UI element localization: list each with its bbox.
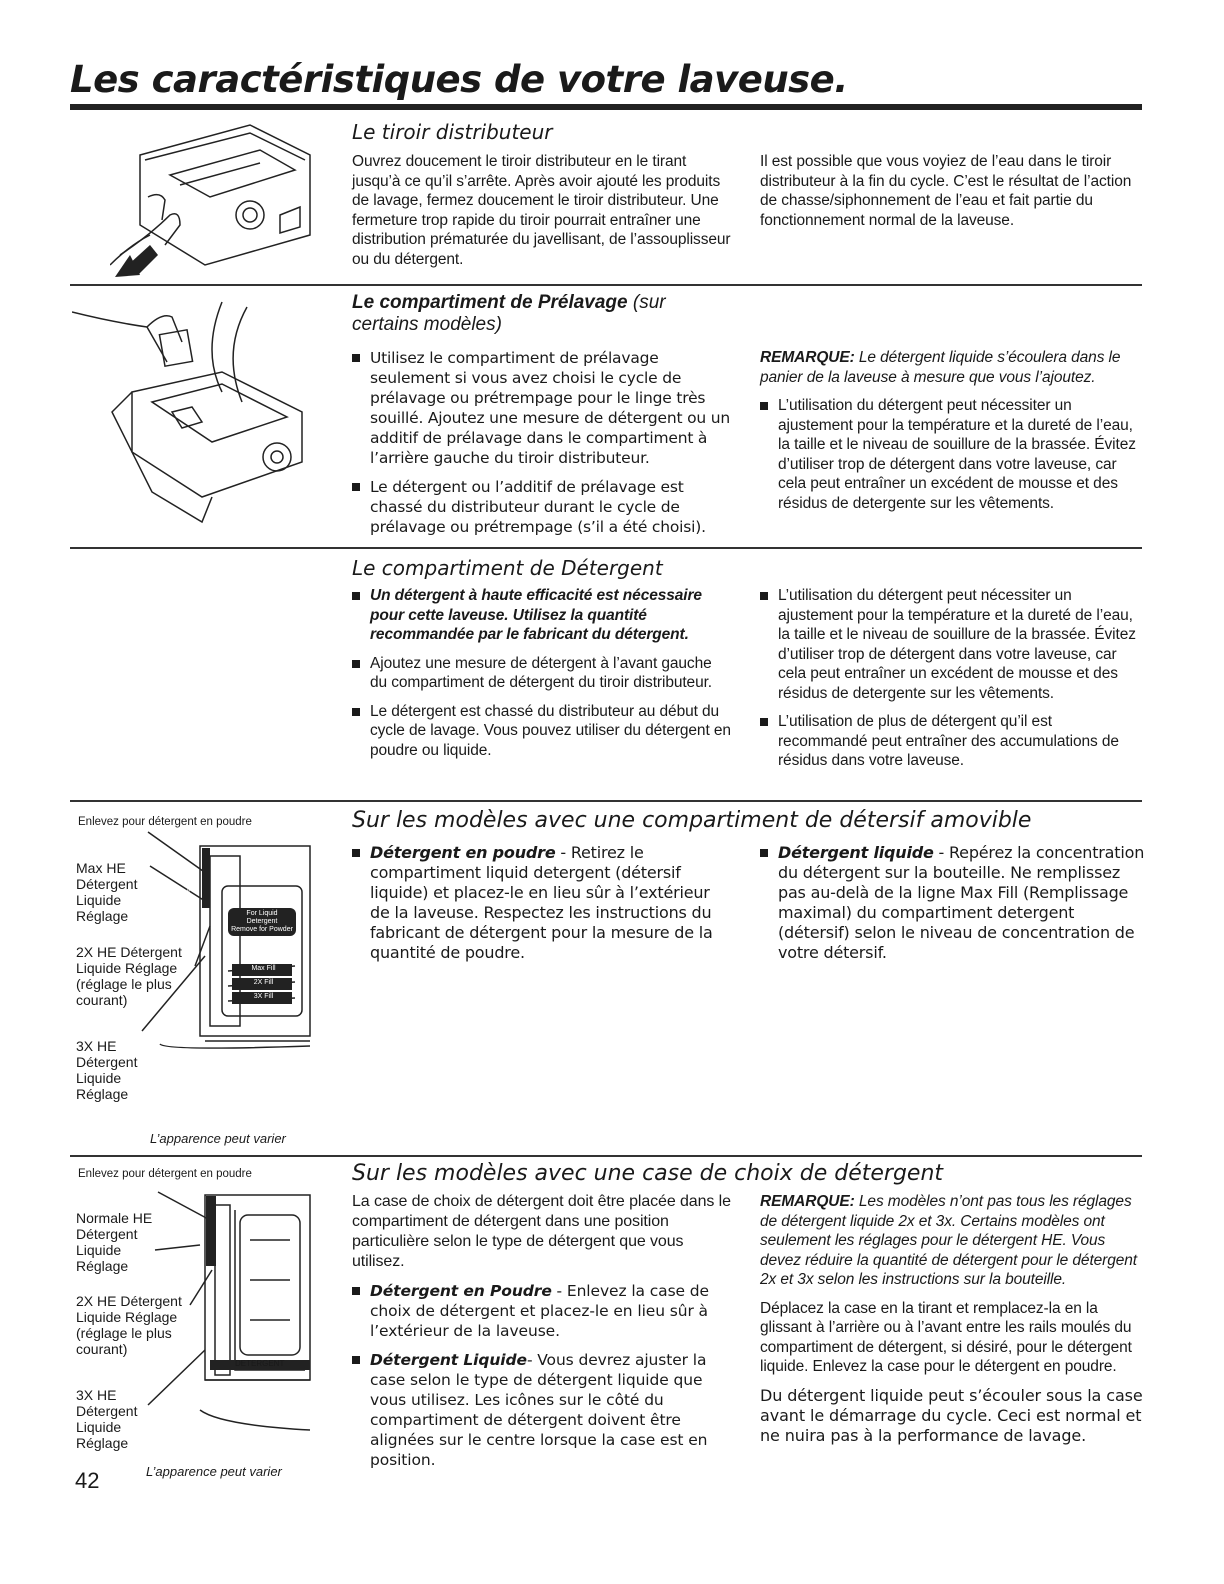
figure-label-max-he [76,860,137,924]
2x-fill-mark: 2X Fill [253,979,274,986]
box-note [760,1192,1145,1290]
label-line: Liquide [76,1419,122,1435]
list-item: L’utilisation de plus de détergent qu’il est recommandé peut entraîner des accumulations de résidus dans votre laveuse. [760,712,1140,771]
list-item: Le détergent est chassé du distributeur au début du cycle de lavage. Vous pouvez utiliser du détergent en poudre ou liquide. [352,702,732,761]
figure-caption: L’apparence peut varier [146,1464,282,1479]
label-line: Liquide [76,1242,122,1258]
dispenser-title: Le tiroir distributeur [352,120,553,144]
label-line: 3X HE [76,1038,117,1054]
list-item [352,1281,732,1341]
tag-line: For Liquid [246,910,278,917]
label-line: Normale HE [76,1210,153,1226]
dispenser-drawer-illustration [110,115,320,280]
prewash-title-rest: (sur certains modèles) [352,292,666,335]
label-line: Réglage [76,908,129,924]
item-head: Détergent liquide [778,843,934,862]
list-item: L’utilisation du détergent peut nécessiter un ajustement pour la température et la dureté de l’eau, la taille et le niveau de souillure de la brassée. Évitez d’utiliser trop de détergent dans votre laveuse, car cela peut entraîner un excédent de mousse et des résidus de detergente sur les vêtements. [760,396,1145,513]
section-rule [70,800,1142,802]
detergent-box-illustration [140,1180,315,1445]
label-line: Réglage [76,1435,129,1451]
item-text: - Retirez le compartiment liquid detergent (détersif liquide) et placez-le en lieu sûr à l’extérieur de la laveuse. Respectez les instructions du fabricant de détergent pour la mesure de la quantité de poudre. [370,843,713,962]
list-item: Le détergent ou l’additif de prélavage est chassé du distributeur durant le cycle de prélavage ou prétrempage (s’il a été choisi). [352,477,732,537]
dispenser-text-right: Il est possible que vous voyiez de l’eau dans le tiroir distributeur à la fin du cycle. C’est le résultat de l’action de chasse/siphonnement de l’eau et fait partie du fonctionnement normal de la laveuse. [760,153,1132,229]
tag-line: Detergent [246,918,278,925]
box-paragraph: Déplacez la case en la tirant et remplacez-la en la glissant à l’arrière ou à l’avant entre les rails moulés du compartiment de détergent, si désiré, pour le détergent liquide. Enlevez la case pour le détergent en poudre. [760,1299,1132,1375]
label-line: Détergent [76,1226,138,1242]
figure-label-3x-he [76,1038,137,1102]
label-line: Détergent [76,1054,138,1070]
label-line: Liquide [76,1070,122,1086]
box-paragraph: Du détergent liquide peut s’écouler sous la case avant le démarrage du cycle. Ceci est normal et ne nuira pas à la performance de lavage. [760,1385,1143,1445]
drawer-label: DETERGENT [235,1359,285,1368]
label-line: Liquide [76,892,122,908]
label-line: Réglage [76,1086,129,1102]
list-item: Un détergent à haute efficacité est nécessaire pour cette laveuse. Utilisez la quantité recommandée par le fabricant du détergent. [352,586,732,645]
figure-caption: L’apparence peut varier [150,1131,286,1146]
label-line: 3X HE [76,1387,117,1403]
item-head: Détergent Liquide [370,1351,527,1369]
prewash-right-column [760,348,1145,522]
list-item [352,1350,732,1470]
label-line: courant) [76,992,128,1008]
tag-line: Remove for Powder [231,926,293,933]
prewash-title-bold: Le compartiment de Prélavage [352,292,628,313]
note-label: REMARQUE: [760,1193,855,1210]
list-item: Utilisez le compartiment de prélavage seulement si vous avez choisi le cycle de prélavage ou prétrempage pour le linge très souillé. Ajoutez une mesure de détergent ou un additif de prélavage dans le compartiment à l’arrière gauche du tiroir distributeur. [352,348,732,468]
3x-fill-mark: 3X Fill [253,993,274,1000]
list-item: L’utilisation du détergent peut nécessiter un ajustement pour la température et la dureté de l’eau, la taille et le niveau de souillure de la brassée. Évitez d’utiliser trop de détergent dans votre laveuse, car cela peut entraîner un excédent de mousse et des résidus de detergente sur les vêtements. [760,586,1140,703]
detergent-title: Le compartiment de Détergent [352,556,663,580]
label-line: Réglage [76,1258,129,1274]
section-rule [70,284,1142,286]
detergent-bullets-right [760,586,1140,780]
prewash-title [352,292,732,336]
box-intro: La case de choix de détergent doit être placée dans le compartiment de détergent dans une position particulière selon le type de détergent que vous utilisez. [352,1193,731,1270]
dispenser-text-left: Ouvrez doucement le tiroir distributeur en le tirant jusqu’à ce qu’il s’arrête. Après avoir ajouté les produits de lavage, fermez doucement le tiroir distributeur. Une fermeture trop rapide du tiroir pourrait entraîner une distribution prématurée du javellisant, de l’assouplisseur ou du détergent. [352,153,731,268]
removable-title: Sur les modèles avec une compartiment de détersif amovible [352,808,1032,833]
note-label: REMARQUE: [760,349,855,366]
label-line: (réglage le plus [76,1325,172,1341]
item-head: Détergent en Poudre [370,1282,552,1300]
item-text: - Repérez la concentration du détergent sur la bouteille. Ne remplissez pas au-delà de la ligne Max Fill (Remplissage maximal) du compartiment detergent (détersif) selon le niveau de concentration de votre détersif. [778,843,1145,962]
removable-right [760,843,1145,972]
removable-compartment-illustration [140,826,315,1051]
label-line: Détergent [76,876,138,892]
box-title: Sur les modèles avec une case de choix de détergent [352,1161,944,1186]
removable-left [352,843,732,972]
section-rule [70,1155,1142,1157]
title-rule [70,104,1142,110]
figure-label-3x-he [76,1387,137,1451]
figure-top-label: Enlevez pour détergent en poudre [78,816,252,828]
label-line: (réglage le plus [76,976,172,992]
page-number: 42 [75,1468,100,1493]
label-line: 2X HE Détergent [76,1293,182,1309]
item-head: Détergent en poudre [370,843,556,862]
compartment-tag [231,910,293,934]
page-title: Les caractéristiques de votre laveuse. [70,58,848,101]
list-item [760,843,1145,963]
figure-top-label: Enlevez pour détergent en poudre [78,1168,252,1180]
label-line: Détergent [76,1403,138,1419]
label-line: Liquide Réglage [76,960,178,976]
label-line: Liquide Réglage [76,1309,178,1325]
prewash-bullets-left [352,348,732,546]
prewash-note [760,348,1145,387]
section-rule [70,547,1142,549]
detergent-bullets-left [352,586,732,769]
label-line: Max HE [76,860,126,876]
item-text: - Vous devrez ajuster la case selon le type de détergent liquide que vous utilisez. Les icônes sur le côté du compartiment de détergent doivent être alignées sur le centre lorsque la case est en position. [370,1351,708,1469]
box-left-column [352,1192,732,1479]
label-line: 2X HE Détergent [76,944,182,960]
prewash-side-label: PREWASH [186,870,192,901]
note-text: Le détergent liquide s’écoulera dans le panier de la laveuse à mesure que vous l’ajoutez. [760,349,1121,386]
box-right-column [760,1192,1145,1455]
list-item: Ajoutez une mesure de détergent à l’avant gauche du compartiment de détergent du tiroir distributeur. [352,654,732,693]
note-text: Les modèles n’ont pas tous les réglages de détergent liquide 2x et 3x. Certains modèles ont seulement les réglages pour le détergent HE. Vous devez réduire la quantité de détergent pour le détergent 2x et 3x selon les instructions sur la bouteille. [760,1193,1138,1288]
list-item [352,843,732,963]
max-fill-mark: Max Fill [251,965,276,972]
item-text: - Enlevez la case de choix de détergent et placez-le en lieu sûr à l’extérieur de la laveuse. [370,1282,709,1340]
prewash-compartment-illustration [72,292,317,532]
label-line: courant) [76,1341,128,1357]
